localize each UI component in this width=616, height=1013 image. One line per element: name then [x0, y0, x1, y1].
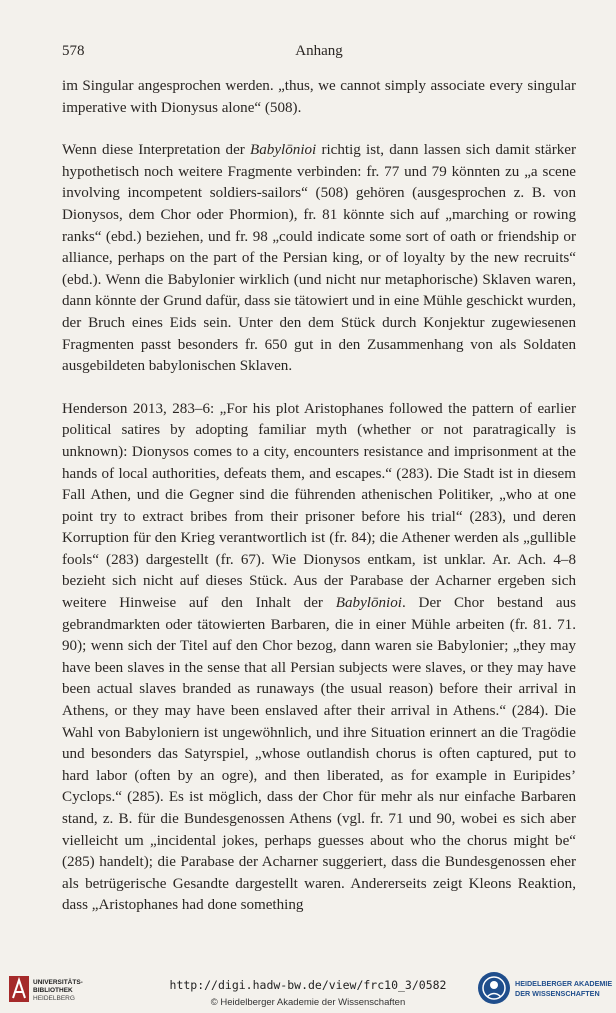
text-run: Henderson 2013, 283–6: „For his plot Aristophanes followed the pattern of earlier political satires by adopting familiar myth (whether or not paratragically is unknown): Dionysos comes to a city, encounters resistance and imprisonment at the hands of local authorities, defeats them, and escapes.“ (283). Die Stadt ist in diesem Fall Athen, und die Gegner sind die führenden athenischen Politiker, „who at one point try to extract bribes from their prisoner before his trial“ (283), und deren Korruption für den Krieg verantwortlich ist (fr. 84); die Athener werden als „gullible fools“ (283) dargestellt (fr. 67). Wie Dionysos entkam, ist unklar. Ar. Ach. 4–8 bezieht sich nicht auf dieses Stück. Aus der Parabase der Acharner ergeben sich weitere Hinweise auf den Inhalt der [62, 400, 576, 612]
paragraph [62, 399, 576, 917]
academy-seal-icon [476, 968, 612, 1008]
text-run: . Der Chor bestand aus gebrandmarkten oder tätowierten Barbaren, die in einer Mühle arbeiten (fr. 81. 71. 90); wenn sich der Titel auf den Chor bezog, dann waren sie Babylonier; „they may have been slaves in the sense that all Persian subjects were slaves, or they may have been actual slaves branded as runaways (the usual reason) before their arrival in Athens, or they may have been enslaved after their arrival in Athens.“ (284). Die Wahl von Babyloniern ist ungewöhnlich, und ihre Situation erinnert an die Tragödie und besonders das Satyrspiel, „whose outlandish chorus is often captured, put to hard labor (often by an ogre), and then liberated, as for example in Euripides’ Cyclops.“ (285). Es ist möglich, dass der Chor für mehr als nur einfache Barbaren stand, z. B. für die Bundesgenossen Athens (vgl. fr. 71 und 90, wobei es sich aber vielleicht um „incidental jokes, perhaps guesses about who the chorus might be“ (285) handelt); die Parabase der Acharner suggeriert, dass die Bundesgenossen eher als betrügerische Gesandte dargestellt waren. Andererseits zeigt Kleons Reaktion, dass „Aristophanes had done something [62, 595, 576, 914]
academy-logo[interactable] [476, 968, 612, 1008]
text-run: im Singular angesprochen werden. „thus, we cannot simply associate every singular imperative with Dionysus alone“ (508). [62, 78, 576, 116]
paragraph [62, 76, 576, 119]
copyright-notice: © Heidelberger Akademie der Wissenschaften [210, 997, 406, 1008]
logo-line: BIBLIOTHEK [33, 987, 73, 994]
italic-title: Babylōnioi [335, 595, 402, 612]
page-number: 578 [62, 43, 85, 59]
source-url-link[interactable]: http://digi.hadw-bw.de/view/frc10_3/0582 [169, 978, 447, 992]
text-run: richtig ist, dann lassen sich damit stärker hypothetisch noch weitere Fragmente verbinden: fr. 77 und 79 könnten zu „a scene involving incompetent soldiers-sailors“ (508) gehören (ausgesprochen z. B. von Dionysos, dem Chor oder Phormion), fr. 81 könnte sich auf „marching or rowing ranks“ (ebd.) beziehen, und fr. 98 „could indicate some sort of oath or friendship or alliance, perhaps on the part of the Persian king, or of loyalty by the new recruits“ (ebd.). Wenn die Babylonier wirklich (und nicht nur metaphorische) Sklaven waren, dann könnte der Grund dafür, dass sie tätowiert und in eine Mühle geschickt wurden, der Bruch eines Eids sein. Unter den dem Stück durch Konjektur zugewiesenen Fragmenten passt besonders fr. 650 gut in den Zusammenhang von als Soldaten ausgebildeten babylonischen Sklaven. [62, 142, 576, 375]
running-title: Anhang [295, 43, 343, 59]
paragraph [62, 140, 576, 378]
italic-title: Babylōnioi [250, 142, 317, 159]
logo-line: HEIDELBERG [33, 995, 75, 1002]
text-run: Wenn diese Interpretation der [62, 142, 251, 159]
logo-line: HEIDELBERGER AKADEMIE [515, 979, 612, 988]
body-text [62, 76, 576, 938]
page-footer [0, 966, 616, 1011]
logo-line: DER WISSENSCHAFTEN [515, 989, 600, 998]
logo-line: UNIVERSITÄTS- [33, 979, 83, 986]
running-header [62, 43, 576, 63]
